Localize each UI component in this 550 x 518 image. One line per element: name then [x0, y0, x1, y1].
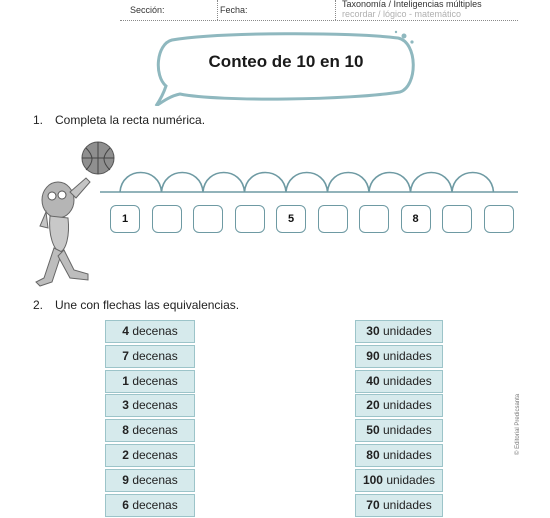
units-cell[interactable]: [355, 345, 443, 368]
header-divider: [335, 0, 337, 20]
exercise-number: 2.: [33, 298, 44, 312]
date-label: Fecha:: [220, 5, 248, 15]
quantity-number: 8: [122, 423, 129, 438]
quantity-number: 50: [366, 423, 380, 438]
units-cell[interactable]: [355, 419, 443, 442]
quantity-unit: unidades: [382, 497, 432, 512]
number-line-box[interactable]: [442, 205, 472, 233]
quantity-number: 100: [362, 472, 383, 487]
quantity-number: 80: [366, 447, 380, 462]
quantity-unit: unidades: [382, 324, 432, 338]
quantity-unit: unidades: [386, 472, 436, 487]
tens-cell[interactable]: [105, 494, 195, 517]
tens-cell[interactable]: [105, 469, 195, 492]
units-cell[interactable]: [355, 370, 443, 393]
tens-cell[interactable]: [105, 394, 195, 417]
number-line-box[interactable]: [193, 205, 223, 233]
number-line-box[interactable]: 5: [276, 205, 306, 233]
quantity-unit: decenas: [132, 373, 178, 388]
number-line-box[interactable]: [484, 205, 514, 233]
number-line-box[interactable]: 1: [110, 205, 140, 233]
quantity-unit: decenas: [132, 447, 178, 462]
quantity-unit: decenas: [132, 348, 178, 363]
quantity-unit: decenas: [132, 472, 178, 487]
quantity-number: 4: [122, 324, 129, 338]
number-line: [100, 160, 520, 200]
units-cell[interactable]: [355, 394, 443, 417]
number-line-box[interactable]: [235, 205, 265, 233]
tens-cell[interactable]: [105, 419, 195, 442]
quantity-number: 1: [122, 373, 129, 388]
quantity-unit: decenas: [132, 497, 178, 512]
tens-cell[interactable]: [105, 370, 195, 393]
quantity-unit: decenas: [132, 324, 178, 338]
tens-cell[interactable]: [105, 345, 195, 368]
quantity-number: 70: [366, 497, 380, 512]
quantity-unit: unidades: [382, 423, 432, 438]
quantity-unit: unidades: [382, 373, 432, 388]
quantity-number: 20: [366, 398, 380, 413]
quantity-number: 2: [122, 447, 129, 462]
quantity-unit: decenas: [132, 423, 178, 438]
quantity-unit: unidades: [382, 348, 432, 363]
instruction-text: Une con flechas las equivalencias.: [55, 298, 240, 312]
tens-cell[interactable]: [105, 444, 195, 467]
quantity-number: 6: [122, 497, 129, 512]
quantity-number: 30: [366, 324, 380, 338]
quantity-unit: decenas: [132, 398, 178, 413]
quantity-unit: unidades: [382, 398, 432, 413]
number-line-box[interactable]: [359, 205, 389, 233]
section-label: Sección:: [130, 5, 165, 15]
quantity-number: 9: [122, 472, 129, 487]
quantity-number: 7: [122, 348, 129, 363]
units-cell[interactable]: [355, 469, 443, 492]
quantity-number: 3: [122, 398, 129, 413]
number-line-box[interactable]: [152, 205, 182, 233]
exercise-2-instruction: [33, 298, 239, 312]
number-line-box[interactable]: [318, 205, 348, 233]
quantity-number: 40: [366, 373, 380, 388]
taxonomy-title: Taxonomía / Inteligencias múltiples: [342, 0, 482, 9]
number-line-box[interactable]: 8: [401, 205, 431, 233]
quantity-unit: unidades: [382, 447, 432, 462]
page-title: Conteo de 10 en 10: [208, 52, 364, 71]
header-divider: [217, 0, 219, 20]
units-cell[interactable]: [355, 444, 443, 467]
taxonomy-value: recordar / lógico - matemático: [342, 9, 462, 19]
units-cell[interactable]: [355, 320, 443, 343]
publisher-credit: © Editorial Predicsanta: [515, 393, 521, 455]
exercise-1-instruction: [33, 113, 205, 127]
tens-column: [105, 320, 195, 518]
instruction-text: Completa la recta numérica.: [55, 113, 206, 127]
units-cell[interactable]: [355, 494, 443, 517]
units-column: [355, 320, 443, 518]
exercise-number: 1.: [33, 113, 44, 127]
quantity-number: 90: [366, 348, 380, 363]
tens-cell[interactable]: [105, 320, 195, 343]
